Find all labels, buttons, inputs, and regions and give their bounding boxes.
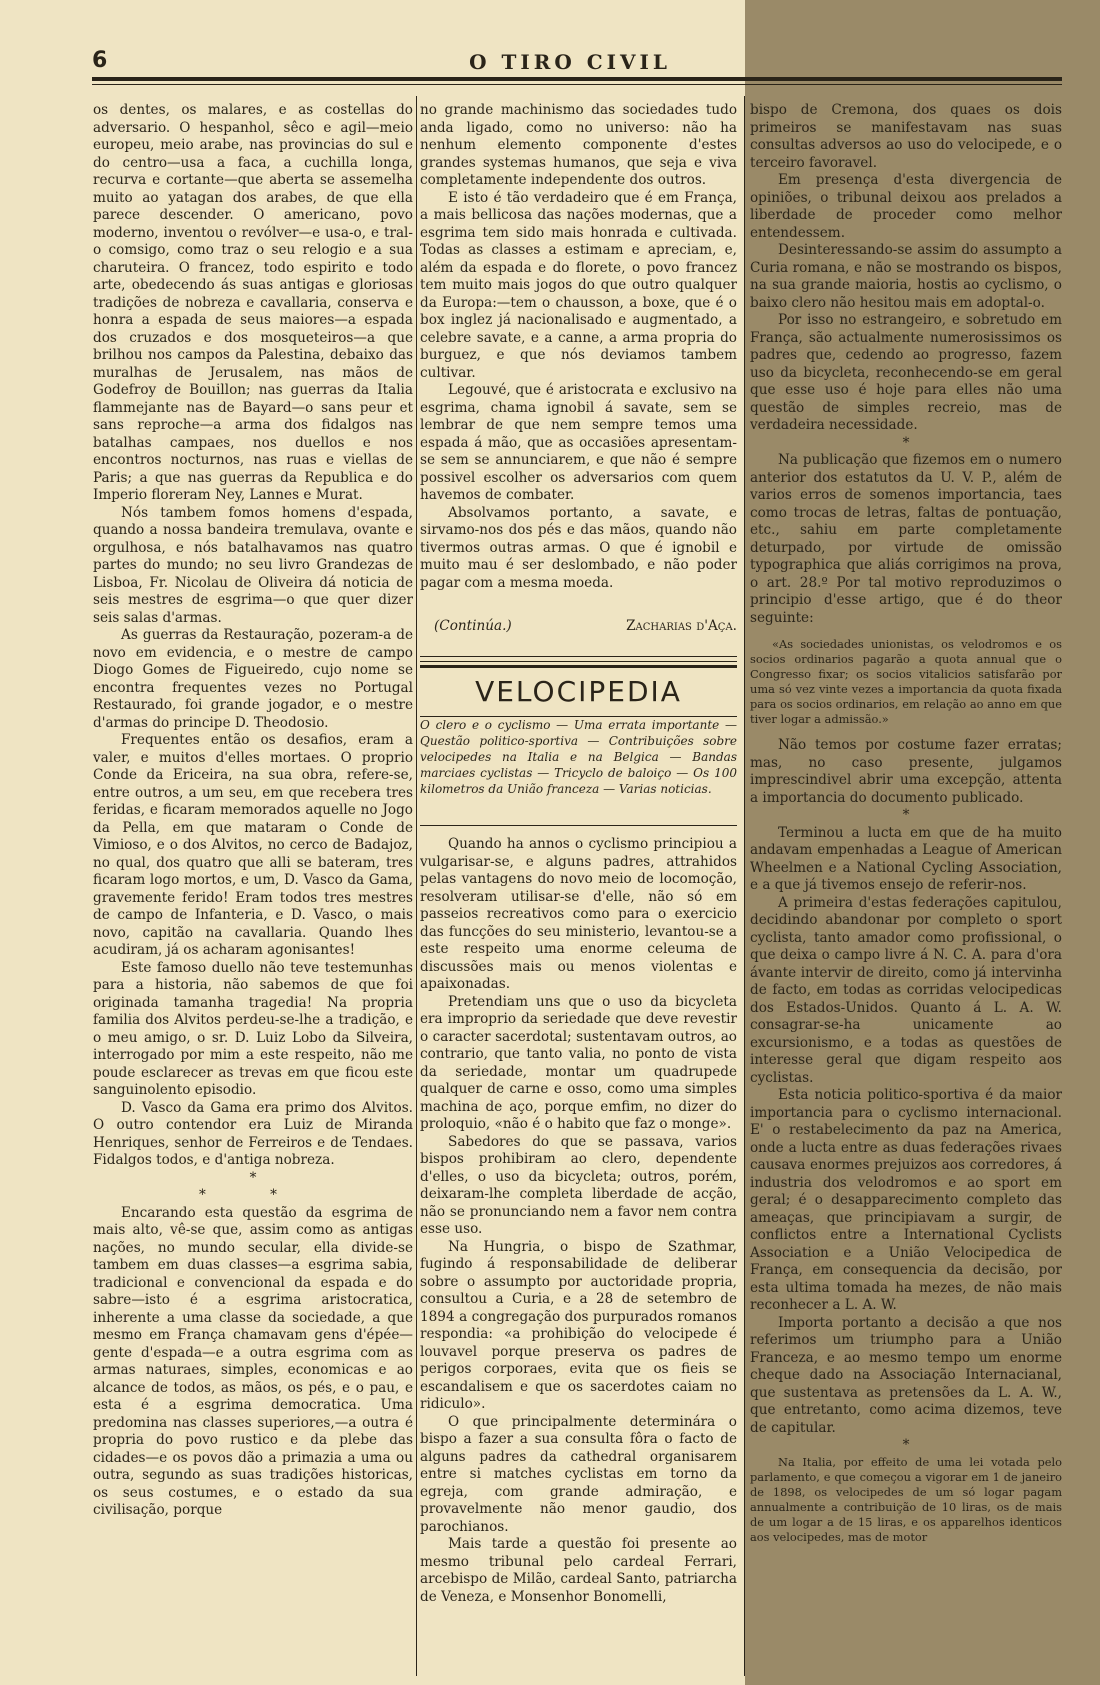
paragraph: Absolvamos portanto, a savate, e sirvamo-nos dos pés e das mãos, quando não tivermos outras armas. O que é ignobil e muito mau é ser deslombado, e não poder pagar com a mesma moeda. (420, 504, 737, 591)
quoted-article (750, 637, 1062, 727)
page-header (80, 48, 1060, 78)
newspaper-title: O TIRO CIVIL (469, 50, 671, 74)
paragraph: Por isso no estrangeiro, e sobretudo em França, são actualmente numerosissimos os padres que, cedendo ao progresso, fazem uso da bicycleta, reconhecendo-se em geral que esse uso é hoje para elles não uma questão de simples recreio, mas de verdadeira necessidade. (750, 312, 1062, 433)
paragraph: Encarando esta questão da esgrima de mais alto, vê-se que, assim como as antigas nações, no mundo secular, ella divide-se tambem em duas classes—a esgrima sabia, tradicional e convencional da espada e do sabre—isto é a esgrima aristocratica, inherente a uma classe da sociedade, a que mesmo em França chamavam gens d'épée—gente d'espada—e a outra esgrima com as armas naturaes, simples, economicas e ao alcance de todos, as mãos, os pés, e o pau, e esta é a esgrima democratica. Uma predomina nas classes superiores,—a outra é propria do povo rustico e da plebe das cidades—e os povos dão a primazia a uma ou outra, segundo as suas tradições historicas, os seus costumes, e o estado da sua civilisação, porque (93, 1204, 413, 1518)
section-separator: * (902, 807, 910, 823)
column-1 (93, 102, 413, 1520)
section-separator: * (249, 1169, 257, 1186)
summary-rule (420, 825, 737, 826)
article-signature (420, 618, 737, 636)
paragraph: Quando ha annos o cyclismo principiou a vulgarisar-se, e alguns padres, attrahidos pelas vantagens do novo meio de locomoção, resolveram utilisar-se d'elle, não só em passeios recreativos como para o exercicio das funcções do seu ministerio, levantou-se a este respeito uma enorme celeuma de discussões mais ou menos violentas e apaixonadas. (420, 836, 737, 992)
paragraph: As guerras da Restauração, pozeram-a de novo em evidencia, e o mestre de campo Diogo Gomes de Figueiredo, cujo nome se encontra frequentes vezes no Portugal Restaurado, foi grande jogador, e o mestre d'armas do principe D. Theodosio. (93, 627, 413, 731)
paragraph: Sabedores do que se passava, varios bispos prohibiram ao clero, dependente d'elles, o uso da bicycleta; outros, porém, deixaram-lhe completa liberdade de acção, não se pronunciando nem a favor nem contra esse uso. (420, 1133, 737, 1237)
paragraph: Em presença d'esta divergencia de opiniões, o tribunal deixou aos prelados a liberdade de proceder como melhor entendessem. (750, 172, 1062, 241)
paragraph: E isto é tão verdadeiro que é em França, a mais bellicosa das nações modernas, que a esgrima tem sido mais honrada e cultivada. Todas as classes a estimam e apreciam, e, além da espada e do florete, o povo francez tem muito mais jogos do que outro qualquer da Europa:—tem o chausson, a boxe, que é o box inglez já nacionalisado e augmentado, a celebre savate, e a canne, a arma propria do burguez, e que nós deviamos tambem cultivar. (420, 189, 737, 381)
paragraph: Pretendiam uns que o uso da bicycleta era improprio da seriedade que deve revestir o caracter sacerdotal; sustentavam outros, ao contrario, que tanto valia, no ponto de vista da seriedade, montar um quadrupede qualquer de carne e osso, como uma simples machina de aço, porque emfim, no dizer do proloquio, «não é o habito que faz o monge». (420, 993, 737, 1132)
paragraph: Na publicação que fizemos em o numero anterior dos estatutos da U. V. P., além de varios erros de somenos importancia, taes como trocas de letras, faltas de pontuação, etc., sahiu em parte completamente deturpado, por virtude de omissão typographica que aliás corrigimos na prova, o art. 28.º Por tal motivo reproduzimos o principio d'esse artigo, que é do theor seguinte: (750, 452, 1062, 626)
column-2-top (420, 102, 737, 636)
paragraph: Na Hungria, o bispo de Szathmar, fugindo á responsabilidade de deliberar sobre o assumpto por auctoridade propria, consultou a Curia, e a 28 de setembro de 1894 a congregação dos purpurados romanos respondia: «a prohibição do velocipede é louvavel porque preserva os padres de perigos corporaes, evita que os fieis se escandalisem e que os sacerdotes caiam no ridiculo». (420, 1238, 737, 1412)
paragraph: Não temos por costume fazer erratas; mas, no caso presente, julgamos imprescindivel abrir uma excepção, attenta a importancia do documento publicado. (750, 737, 1062, 806)
continued-note: (Continúa.) (434, 618, 512, 634)
column-divider-1 (416, 96, 417, 1676)
paragraph: Este famoso duello não teve testemunhas para a historia, não sabemos de que foi originada tamanha tragedia! Na propria familia dos Alvitos perdeu-se-lhe a tradição, e o meu amigo, o sr. D. Luiz Lobo da Silveira, interrogado por mim a este respeito, não me poude esclarecer as trevas em que ficou este sanguinolento episodio. (93, 959, 413, 1098)
paragraph: Desinteressando-se assim do assumpto a Curia romana, e não se mostrando os bispos, na sua grande maioria, hostis ao cyclismo, o baixo clero não hesitou mais em adoptal-o. (750, 242, 1062, 311)
paragraph: os dentes, os malares, e as costellas do adversario. O hespanhol, sêco e agil—meio europeu, meio arabe, nas provincias do sul e do centro—usa a faca, a cuchilla longa, recurva e cortante—que aberta se assemelha muito ao yatagan dos arabes, de que ella parece descender. O americano, povo moderno, inventou o revólver—e usa-o, e tral-o comsigo, como traz o seu relogio e a sua charuteira. O francez, todo espirito e todo arte, obedecendo ás suas antigas e gloriosas tradições de nobreza e cavallaria, conserva e honra a espada de seus maiores—a espada dos cruzados e dos mosqueteiros—a que brilhou nos campos da Palestina, debaixo das muralhas de Jerusalem, nas mãos de Godefroy de Bouillon; nas guerras da Italia flammejante nas de Bayard—o sans peur et sans reproche—a arma dos fidalgos nas batalhas campaes, nos duellos e nos encontros nocturnos, nas ruas e viellas de Paris; a que nas guerras da Republica e do Imperio floreram Ney, Lannes e Murat. (93, 102, 413, 503)
header-rule-thick (92, 77, 1062, 81)
paragraph: Importa portanto a decisão a que nos referimos um triumpho para a União Franceza, e ao mesmo tempo um enorme cheque dado na Associação Internacianal, que sustentava as pretensões da L. A. W., que entretanto, como acima dizemos, teve de capitular. (750, 1314, 1062, 1436)
quote-text: «As sociedades unionistas, os velodromos e os socios ordinarios pagarão a quota annual que o Congresso fixar; os socios vitalicios satisfarão por uma só vez vinte vezes a importancia da quota fixada para os socios ordinarios, em relação ao anno em que tiver logar a admissão.» (750, 637, 1062, 726)
paragraph: Nós tambem fomos homens d'espada, quando a nossa bandeira tremulava, ovante e orgulhosa, e nós batalhavamos nas quatro partes do mundo; no seu livro Grandezas de Lisboa, Fr. Nicolau de Oliveira dá noticia de seis mestres de esgrima—o que quer dizer seis salas d'armas. (93, 504, 413, 626)
section-title: VELOCIPEDIA (420, 665, 737, 717)
paragraph: O que principalmente determinára o bispo a fazer a sua consulta fôra o facto de alguns padres da cathedral organisarem entre si matches cyclistas em torno da egreja, com grande admiração, e provavelmente não menor gaudio, dos parochianos. (420, 1413, 737, 1535)
column-2-bottom (420, 836, 737, 1606)
section-summary: O clero e o cyclismo — Uma errata importante — Questão politico-sportiva — Contribuições sobre velocipedes na Italia e na Belgica — Bandas marciaes cyclistas — Tricyclo de baloiço — Os 100 kilometros da União franceza — Varias noticias. (420, 718, 737, 796)
section-separator: * (902, 1437, 910, 1453)
paragraph: Frequentes então os desafios, eram a valer, e muitos d'elles mortaes. O proprio Conde da Ericeira, na sua obra, refere-se, entre outros, a um seu, em que recebera tres feridas, e ficaram memorados aquelle no Jogo da Pella, em que mataram o Conde de Vimioso, e o dos Alvitos, no cerco de Badajoz, no qual, dos quatro que alli se bateram, tres ficaram logo mortos, e um, D. Vasco da Gama, gravemente ferido! Eram todos tres mestres de campo de Infanteria, e D. Vasco, o mais novo, capitão na cavallaria. Quando lhes acudiram, já os acharam agonisantes! (93, 732, 413, 958)
paragraph: Terminou a lucta em que de ha muito andavam empenhadas a League of American Wheelmen e a National Cycling Association, e a que já tivemos ensejo de referir-nos. (750, 824, 1062, 893)
header-rule-thin (92, 84, 1062, 85)
column-divider-2 (744, 96, 745, 1676)
section-rule (420, 656, 737, 662)
page-number: 6 (92, 48, 108, 73)
paragraph: D. Vasco da Gama era primo dos Alvitos. O outro contendor era Luiz de Miranda Henriques, senhor de Ferreiros e de Tendaes. Fidalgos todos, e d'antiga nobreza. (93, 1099, 413, 1168)
paragraph: no grande machinismo das sociedades tudo anda ligado, como no universo: não ha nenhum elemento componente d'estes grandes systemas humanos, que seja e viva completamente independente dos outros. (420, 102, 737, 188)
paragraph: Na Italia, por effeito de uma lei votada pelo parlamento, e que começou a vigorar em 1 de janeiro de 1898, os velocipedes de um só logar pagam annualmente a contribuição de 10 liras, os de mais de um logar a de 15 liras, e os apparelhos identicos aos velocipedes, mas de motor (750, 1454, 1062, 1544)
paragraph: Esta noticia politico-sportiva é da maior importancia para o cyclismo internacional. E' o restabelecimento da paz na America, onde a lucta entre as duas federações rivaes causava enormes prejuizos aos corredores, á industria dos velodromos e ao sport em geral; é o desapparecimento completo das ameaças, que principiavam a surgir, de conflictos entre a International Cyclists Association e a União Velocipedica de França, em consequencia da decisão, por esta ultima tomada ha mezes, de não mais reconhecer a L. A. W. (750, 1087, 1062, 1313)
paragraph: Mais tarde a questão foi presente ao mesmo tribunal pelo cardeal Ferrari, arcebispo de Milão, cardeal Santo, patriarcha de Veneza, e Monsenhor Bonomelli, (420, 1536, 737, 1605)
column-3 (750, 102, 1062, 1545)
section-separator: * (902, 434, 910, 451)
author-name: Zacharias d'Aça. (626, 618, 737, 634)
paragraph: A primeira d'estas federações capitulou, decidindo abandonar por completo o sport cyclista, tanto amador como profissional, o que deixa o campo livre á N. C. A. para d'ora ávante intervir de direito, como já intervinha de facto, em todas as corridas velocipedicas dos Estados-Unidos. Quanto á L. A. W. consagrar-se-ha unicamente ao excursionismo, e a todas as questões de interesse geral que digam respeito aos cyclistas. (750, 894, 1062, 1086)
section-separator: * * (199, 1187, 307, 1203)
paragraph: bispo de Cremona, dos quaes os dois primeiros se manifestavam nas suas consultas adversos ao uso do velocipede, e o terceiro favoravel. (750, 102, 1062, 171)
paragraph: Legouvé, que é aristocrata e exclusivo na esgrima, chama ignobil á savate, sem se lembrar de que nem sempre temos uma espada á mão, que as occasiões apresentam-se sem se annunciarem, e que não é sempre possivel escolher os adversarios com quem havemos de combater. (420, 382, 737, 503)
